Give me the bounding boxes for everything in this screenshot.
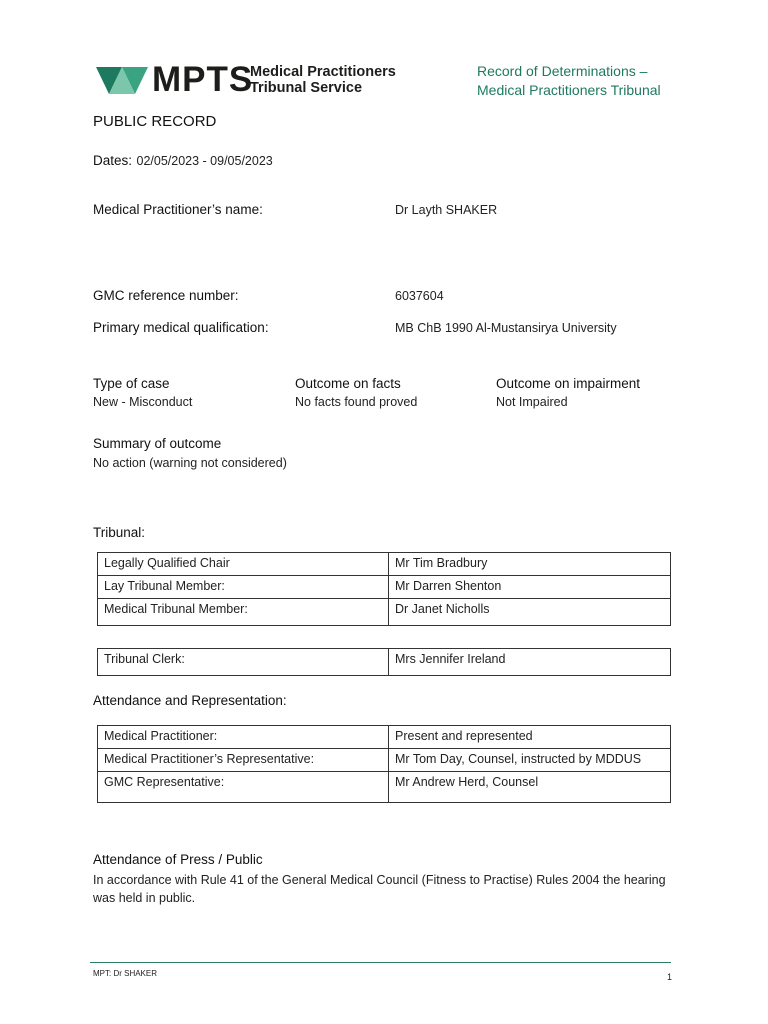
logo-subtitle-line2: Tribunal Service — [250, 80, 363, 96]
table-row — [98, 772, 671, 803]
footer-text: MPT: Dr SHAKER — [93, 969, 158, 978]
outcome-facts-label: Outcome on facts — [295, 376, 401, 391]
table-cell: Present and represented — [389, 726, 671, 749]
table-cell: Lay Tribunal Member: — [98, 576, 389, 599]
page-title: PUBLIC RECORD — [93, 113, 217, 130]
table-cell: Tribunal Clerk: — [98, 649, 389, 676]
table-cell: Mr Darren Shenton — [389, 576, 671, 599]
clerk-table — [97, 648, 671, 676]
table-row — [98, 599, 671, 626]
outcome-impairment-label: Outcome on impairment — [496, 376, 641, 391]
dates-value: 02/05/2023 - 09/05/2023 — [136, 154, 273, 168]
mpts-logo-icon — [96, 67, 148, 94]
gmc-label: GMC reference number: — [93, 288, 239, 303]
table-cell: Medical Practitioner’s Representative: — [98, 749, 389, 772]
dates-label: Dates — [93, 153, 129, 168]
press-heading: Attendance of Press / Public — [93, 852, 263, 867]
page-number: 1 — [667, 972, 673, 982]
outcome-facts-value: No facts found proved — [295, 395, 418, 409]
type-of-case-value: New - Misconduct — [93, 395, 193, 409]
table-row — [98, 749, 671, 772]
table-row — [98, 553, 671, 576]
table-cell: Mrs Jennifer Ireland — [389, 649, 671, 676]
table-cell: Dr Janet Nicholls — [389, 599, 671, 626]
outcome-impairment-value: Not Impaired — [496, 395, 568, 409]
attendance-heading: Attendance and Representation: — [93, 693, 287, 708]
dates-row — [93, 152, 273, 170]
tribunal-heading: Tribunal: — [93, 525, 146, 540]
footer-divider — [90, 962, 671, 963]
table-cell: Mr Tom Day, Counsel, instructed by MDDUS — [389, 749, 671, 772]
table-cell: Mr Tim Bradbury — [389, 553, 671, 576]
table-cell: Medical Tribunal Member: — [98, 599, 389, 626]
logo-wordmark: MPTS — [152, 60, 254, 99]
practitioner-value: Dr Layth SHAKER — [395, 203, 498, 217]
table-cell: Medical Practitioner: — [98, 726, 389, 749]
table-row — [98, 649, 671, 676]
qualification-label: Primary medical qualification: — [93, 320, 269, 335]
practitioner-label: Medical Practitioner’s name: — [93, 202, 263, 217]
gmc-value: 6037604 — [395, 289, 444, 303]
dates-colon: : — [128, 153, 133, 168]
logo-subtitle — [250, 64, 396, 96]
table-cell: Legally Qualified Chair — [98, 553, 389, 576]
table-row — [98, 726, 671, 749]
type-of-case-label: Type of case — [93, 376, 170, 391]
record-of-determinations — [477, 62, 661, 100]
qualification-value: MB ChB 1990 Al-Mustansirya University — [395, 321, 617, 335]
summary-value: No action (warning not considered) — [93, 456, 287, 470]
record-line2: Medical Practitioners Tribunal — [477, 82, 661, 98]
table-row — [98, 576, 671, 599]
attendance-table — [97, 725, 671, 803]
table-cell: GMC Representative: — [98, 772, 389, 803]
table-cell: Mr Andrew Herd, Counsel — [389, 772, 671, 803]
logo-subtitle-line1: Medical Practitioners — [250, 64, 396, 80]
record-line1: Record of Determinations – — [477, 63, 648, 79]
press-text: In accordance with Rule 41 of the General Medical Council (Fitness to Practise) Rules 2004 the hearing was held in public. — [93, 873, 666, 905]
tribunal-table — [97, 552, 671, 626]
summary-label: Summary of outcome — [93, 436, 222, 451]
